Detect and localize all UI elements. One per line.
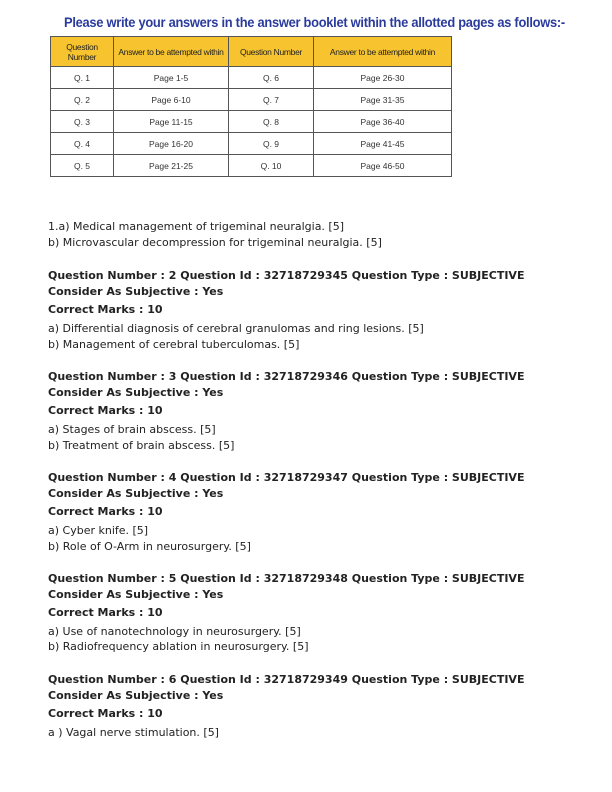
table-row	[51, 133, 452, 155]
table-cell: Q. 8	[229, 111, 314, 133]
question-part-b: b) Microvascular decompression for trigeminal neuralgia. [5]	[48, 235, 382, 249]
table-cell: Q. 1	[51, 67, 114, 89]
table-cell: Q. 3	[51, 111, 114, 133]
question-5	[48, 571, 568, 655]
table-cell: Page 21-25	[114, 155, 229, 177]
correct-marks: Correct Marks : 10	[48, 303, 163, 317]
question-header: Question Number : 5 Question Id : 32718729348 Question Type : SUBJECTIVE Consider As Subjective : Yes	[48, 572, 525, 601]
table-cell: Q. 7	[229, 89, 314, 111]
correct-marks: Correct Marks : 10	[48, 505, 163, 519]
question-4	[48, 470, 568, 554]
table-cell: Page 41-45	[314, 133, 452, 155]
table-cell: Page 46-50	[314, 155, 452, 177]
correct-marks: Correct Marks : 10	[48, 404, 163, 418]
correct-marks: Correct Marks : 10	[48, 606, 163, 620]
table-row	[51, 155, 452, 177]
question-list	[48, 219, 568, 757]
table-row	[51, 67, 452, 89]
table-cell: Page 1-5	[114, 67, 229, 89]
question-part-b: b) Radiofrequency ablation in neurosurgery. [5]	[48, 640, 309, 654]
question-part-a: a) Use of nanotechnology in neurosurgery. [5]	[48, 624, 301, 638]
header-question-number: Question Number	[229, 37, 314, 67]
question-2	[48, 268, 568, 352]
question-6	[48, 672, 568, 740]
table-cell: Page 31-35	[314, 89, 452, 111]
question-header: Question Number : 3 Question Id : 32718729346 Question Type : SUBJECTIVE Consider As Subjective : Yes	[48, 370, 525, 399]
question-part-a: 1.a) Medical management of trigeminal neuralgia. [5]	[48, 220, 345, 233]
question-header: Question Number : 2 Question Id : 32718729345 Question Type : SUBJECTIVE Consider As Subjective : Yes	[48, 269, 525, 298]
question-part-a: a) Stages of brain abscess. [5]	[48, 422, 216, 436]
question-3	[48, 369, 568, 453]
table-row	[51, 89, 452, 111]
question-part-b: b) Management of cerebral tuberculomas. [5]	[48, 337, 300, 351]
correct-marks: Correct Marks : 10	[48, 707, 163, 721]
header-answer-within: Answer to be attempted within	[314, 37, 452, 67]
table-cell: Page 6-10	[114, 89, 229, 111]
table-cell: Page 11-15	[114, 111, 229, 133]
table-cell: Page 36-40	[314, 111, 452, 133]
header-question-number: Question Number	[51, 37, 114, 67]
table-cell: Q. 5	[51, 155, 114, 177]
question-header: Question Number : 6 Question Id : 32718729349 Question Type : SUBJECTIVE Consider As Subjective : Yes	[48, 673, 525, 702]
instructions-title: Please write your answers in the answer booklet within the allotted pages as follows:-	[64, 14, 565, 30]
header-answer-within: Answer to be attempted within	[114, 37, 229, 67]
question-1	[48, 219, 568, 250]
question-header: Question Number : 4 Question Id : 32718729347 Question Type : SUBJECTIVE Consider As Subjective : Yes	[48, 471, 525, 500]
question-part-b: b) Treatment of brain abscess. [5]	[48, 438, 235, 452]
table-cell: Q. 6	[229, 67, 314, 89]
table-row	[51, 111, 452, 133]
table-cell: Page 26-30	[314, 67, 452, 89]
table-cell: Q. 9	[229, 133, 314, 155]
question-part-a: a) Differential diagnosis of cerebral granulomas and ring lesions. [5]	[48, 321, 424, 335]
question-part-a: a ) Vagal nerve stimulation. [5]	[48, 725, 219, 739]
question-part-a: a) Cyber knife. [5]	[48, 523, 149, 537]
table-cell: Q. 4	[51, 133, 114, 155]
table-header-row	[51, 37, 452, 67]
answer-instructions	[50, 14, 565, 177]
question-part-b: b) Role of O-Arm in neurosurgery. [5]	[48, 539, 251, 553]
table-cell: Page 16-20	[114, 133, 229, 155]
page-allotment-table	[50, 36, 452, 177]
table-cell: Q. 2	[51, 89, 114, 111]
table-cell: Q. 10	[229, 155, 314, 177]
